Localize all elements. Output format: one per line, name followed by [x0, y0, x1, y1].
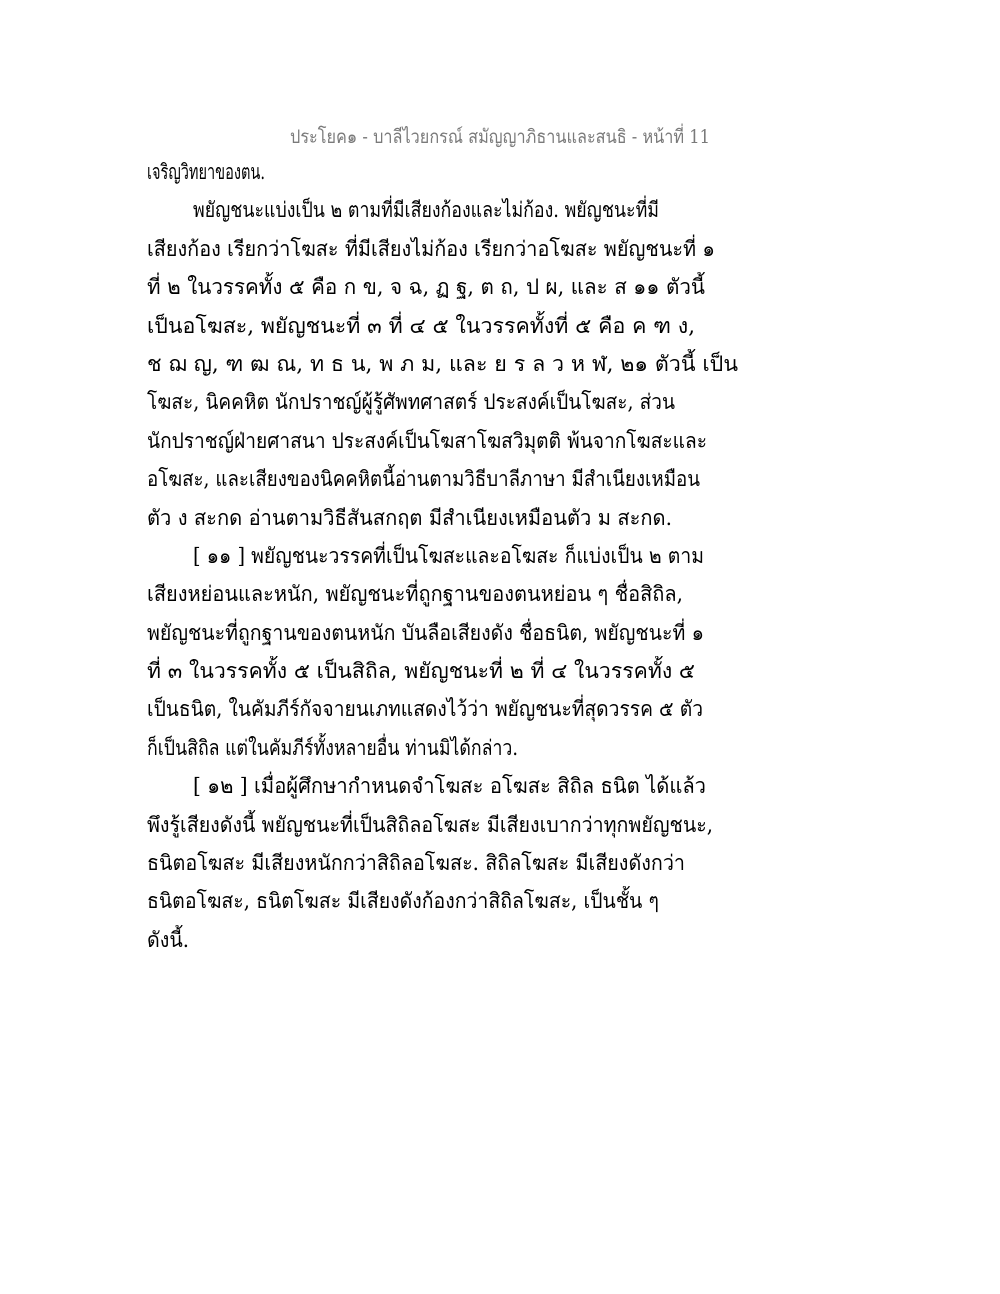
text-line: นักปราชญ์ฝ่ายศาสนา ประสงค์เป็นโฆสาโฆสวิมุตติ พ้นจากโฆสะและ [147, 428, 707, 453]
text-line: ดังนี้. [147, 927, 189, 952]
text-line: อโฆสะ, และเสียงของนิคคหิตนี้อ่านตามวิธีบาลีภาษา มีสำเนียงเหมือน [147, 467, 700, 492]
body-text [147, 153, 767, 959]
text-line: [ ๑๒ ] เมื่อผู้ศึกษากำหนดจำโฆสะ อโฆสะ สิถิล ธนิต ได้แล้ว [193, 774, 706, 799]
text-line: เจริญวิทยาของตน. [147, 160, 265, 184]
text-line: เสียงหย่อนและหนัก, พยัญชนะที่ถูกฐานของตนหย่อน ๆ ชื่อสิถิล, [147, 582, 683, 607]
text-line: เป็นอโฆสะ, พยัญชนะที่ ๓ ที่ ๔ ๕ ในวรรคทั้งที่ ๕ คือ ค ฑ ง, [147, 313, 695, 338]
text-line: เสียงก้อง เรียกว่าโฆสะ ที่มีเสียงไม่ก้อง เรียกว่าอโฆสะ พยัญชนะที่ ๑ [147, 236, 715, 261]
text-line: [ ๑๑ ] พยัญชนะวรรคที่เป็นโฆสะและอโฆสะ ก็แบ่งเป็น ๒ ตาม [193, 543, 704, 568]
text-line: ธนิตอโฆสะ มีเสียงหนักกว่าสิถิลอโฆสะ. สิถิลโฆสะ มีเสียงดังกว่า [147, 851, 685, 876]
text-line: ก็เป็นสิถิล แต่ในคัมภีร์ทั้งหลายอื่น ท่านมิได้กล่าว. [147, 735, 518, 760]
text-line: เป็นธนิต, ในคัมภีร์กัจจายนเภทแสดงไว้ว่า พยัญชนะที่สุดวรรค ๕ ตัว [147, 697, 703, 722]
text-line: ตัว ง สะกด อ่านตามวิธีสันสกฤต มีสำเนียงเหมือนตัว ม สะกด. [147, 505, 672, 530]
text-line: ธนิตอโฆสะ, ธนิตโฆสะ มีเสียงดังก้องกว่าสิถิลโฆสะ, เป็นชั้น ๆ [147, 889, 659, 914]
text-line: พยัญชนะแบ่งเป็น ๒ ตามที่มีเสียงก้องและไม่ก้อง. พยัญชนะที่มี [193, 198, 659, 223]
text-line: ช ฌ ญ, ฑ ฒ ณ, ท ธ น, พ ภ ม, และ ย ร ล ว ห ฬ, ๒๑ ตัวนี้ เป็น [147, 351, 738, 376]
text-line: ที่ ๓ ในวรรคทั้ง ๕ เป็นสิถิล, พยัญชนะที่ ๒ ที่ ๔ ในวรรคทั้ง ๕ [147, 659, 696, 684]
running-header-text: ประโยค๑ - บาลีไวยกรณ์ สมัญญาภิธานและสนธิ - หน้าที่ 11 [290, 126, 710, 148]
text-line: โฆสะ, นิคคหิต นักปราชญ์ผู้รู้ศัพทศาสตร์ ประสงค์เป็นโฆสะ, ส่วน [147, 390, 675, 415]
text-line: ที่ ๒ ในวรรคทั้ง ๕ คือ ก ข, จ ฉ, ฏ ฐ, ต ถ, ป ผ, และ ส ๑๑ ตัวนี้ [147, 275, 705, 300]
text-line: พึงรู้เสียงดังนี้ พยัญชนะที่เป็นสิถิลอโฆสะ มีเสียงเบากว่าทุกพยัญชนะ, [147, 812, 713, 837]
text-line: พยัญชนะที่ถูกฐานของตนหนัก บันลือเสียงดัง ชื่อธนิต, พยัญชนะที่ ๑ [147, 620, 704, 645]
